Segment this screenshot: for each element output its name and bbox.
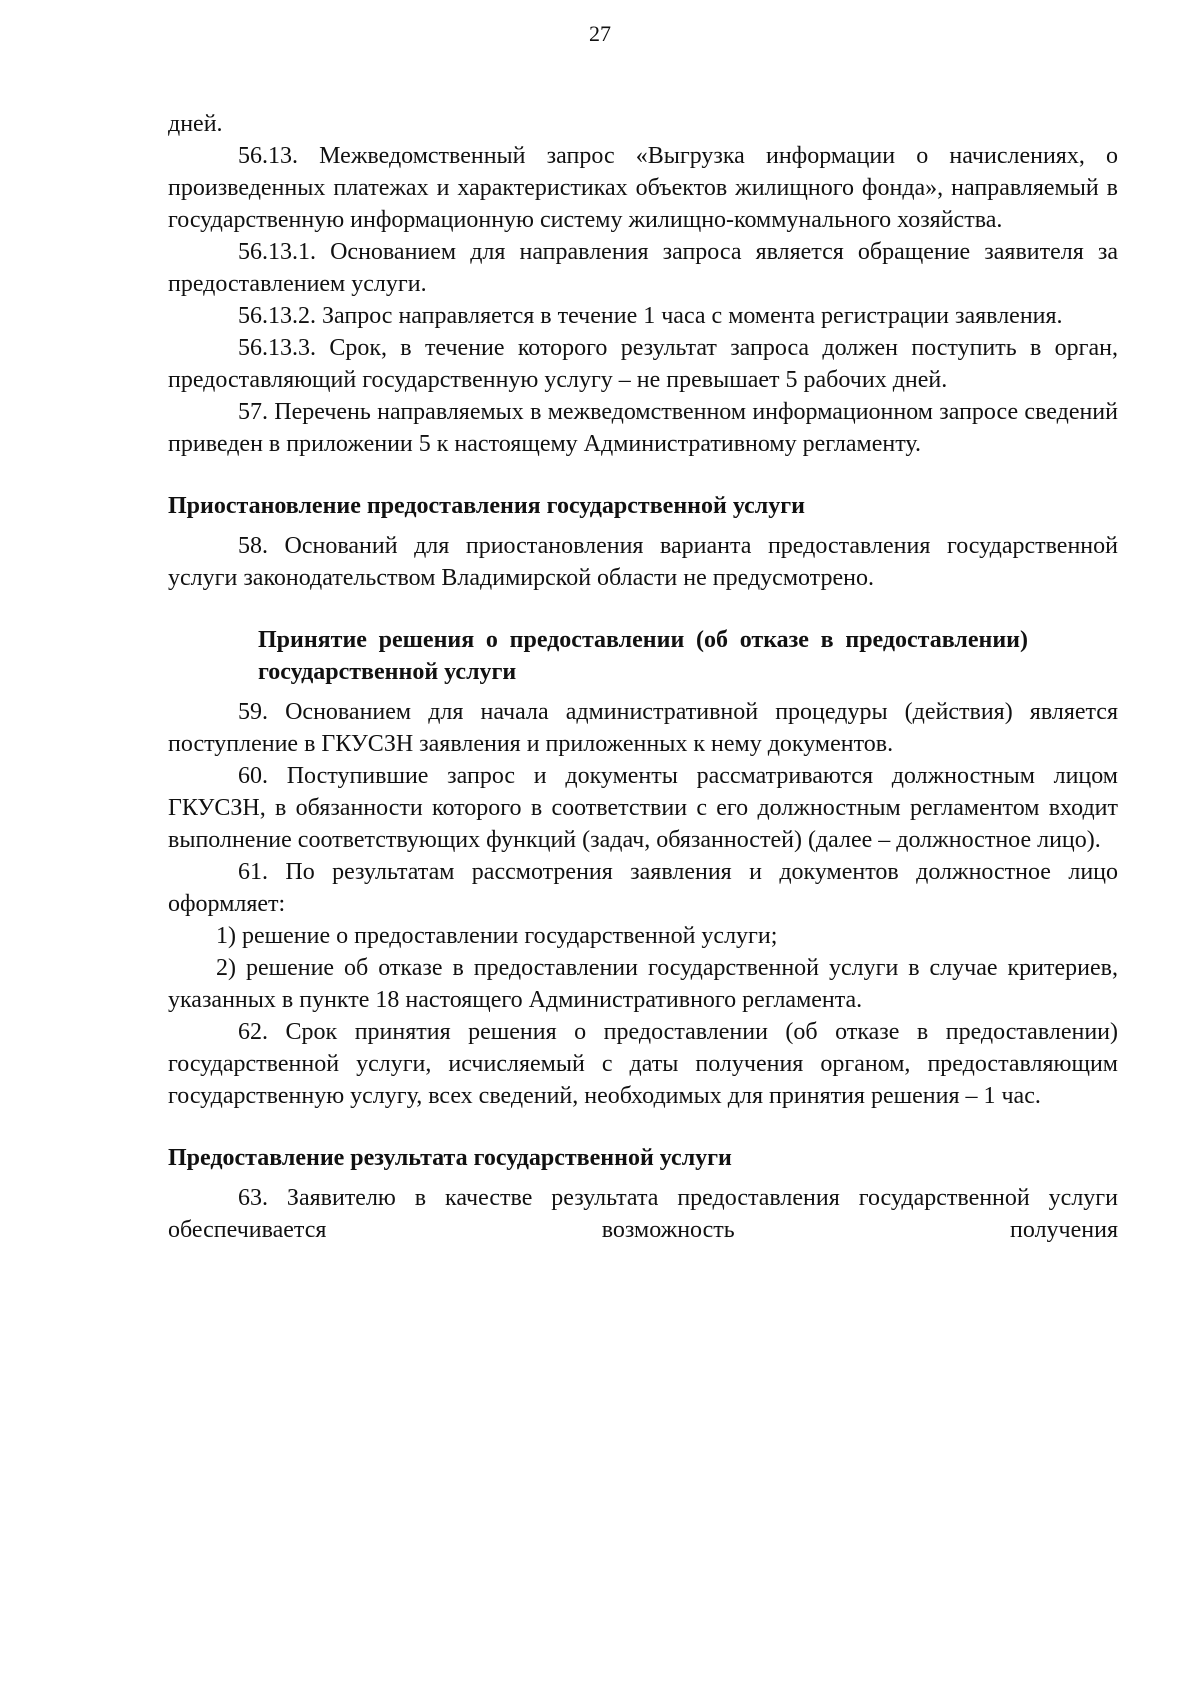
section-heading-suspension: Приостановление предоставления государственной услуги: [168, 493, 805, 519]
page-number: 27: [589, 21, 611, 46]
section-heading-decision: Принятие решения о предоставлении (об отказе в предоставлении) государственной услуги: [258, 627, 1028, 685]
paragraph-56-13-2: 56.13.2. Запрос направляется в течение 1 часа с момента регистрации заявления.: [238, 303, 1063, 329]
list-item-2: 2) решение об отказе в предоставлении государственной услуги в случае критериев, указанных в пункте 18 настоящего Административного регламента.: [168, 955, 1118, 1013]
paragraph-56-13-3: 56.13.3. Срок, в течение которого результат запроса должен поступить в орган, предоставляющий государственную услугу – не превышает 5 рабочих дней.: [168, 335, 1118, 393]
paragraph: дней.: [168, 111, 223, 137]
paragraph-59: 59. Основанием для начала административной процедуры (действия) является поступление в ГКУСЗН заявления и приложенных к нему документов.: [168, 699, 1118, 757]
paragraph-63: 63. Заявителю в качестве результата предоставления государственной услуги обеспечивается возможность получения: [168, 1185, 1118, 1243]
paragraph-57: 57. Перечень направляемых в межведомственном информационном запросе сведений приведен в приложении 5 к настоящему Административному регламенту.: [168, 399, 1118, 457]
section-heading-result: Предоставление результата государственной услуги: [168, 1145, 732, 1171]
document-body: [168, 108, 1118, 1246]
paragraph-61: 61. По результатам рассмотрения заявления и документов должностное лицо оформляет:: [168, 859, 1118, 917]
paragraph-56-13: 56.13. Межведомственный запрос «Выгрузка информации о начислениях, о произведенных платежах и характеристиках объектов жилищного фонда», направляемый в государственную информационную систему жилищно-коммунального хозяйства.: [168, 143, 1118, 233]
paragraph-60: 60. Поступившие запрос и документы рассматриваются должностным лицом ГКУСЗН, в обязанности которого в соответствии с его должностным регламентом входит выполнение соответствующих функций (задач, обязанностей) (далее – должностное лицо).: [168, 763, 1118, 853]
list-item-1: 1) решение о предоставлении государственной услуги;: [216, 923, 778, 949]
paragraph-62: 62. Срок принятия решения о предоставлении (об отказе в предоставлении) государственной услуги, исчисляемый с даты получения органом, предоставляющим государственную услугу, всех сведений, необходимых для принятия решения – 1 час.: [168, 1019, 1118, 1109]
paragraph-56-13-1: 56.13.1. Основанием для направления запроса является обращение заявителя за предоставлением услуги.: [168, 239, 1118, 297]
paragraph-58: 58. Оснований для приостановления варианта предоставления государственной услуги законодательством Владимирской области не предусмотрено.: [168, 533, 1118, 591]
